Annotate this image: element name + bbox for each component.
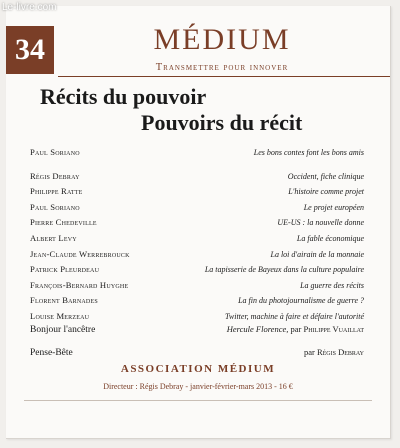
toc-article: UE-US : la nouvelle donne (277, 218, 364, 228)
magazine-tagline: Transmettre pour innover (155, 62, 289, 73)
toc-article: Twitter, machine à faire et défaire l'autorité (225, 311, 364, 321)
issue-title-line-2: Pouvoirs du récit (141, 110, 303, 135)
toc-article: L'histoire comme projet (288, 187, 364, 197)
toc-author: Albert Levy (30, 232, 77, 243)
association-name: ASSOCIATION MÉDIUM (120, 363, 276, 375)
toc-row (30, 186, 364, 202)
pense-bete-by: par (303, 347, 315, 357)
bonjour-by: par (290, 324, 302, 334)
pense-bete-author: Régis Debray (316, 347, 364, 357)
toc-row (30, 147, 364, 163)
director-line: Directeur : Régis Debray - janvier-février-mars 2013 - 16 € (103, 382, 293, 391)
toc-author: Paul Soriano (30, 201, 80, 212)
issue-title-line-1: Récits du pouvoir (40, 84, 207, 109)
toc-row (30, 249, 364, 265)
toc-author: Louise Merzeau (30, 310, 90, 321)
toc-author: Patrick Pleurdeau (30, 264, 100, 275)
toc-article: La guerre des récits (300, 280, 364, 290)
toc-author: Régis Debray (30, 170, 80, 181)
pense-bete-section (30, 347, 364, 358)
toc-author: Jean-Claude Werrebrouck (30, 248, 130, 259)
bonjour-section (30, 324, 364, 335)
toc-author: Paul Soriano (30, 147, 80, 157)
toc-author: François-Bernard Huyghe (30, 279, 129, 290)
pense-bete-credit (304, 347, 364, 357)
toc-article: La fin du photojournalisme de guerre ? (238, 296, 364, 306)
issue-title (40, 84, 302, 136)
bonjour-author: Philippe Vuaillat (303, 324, 364, 334)
magazine-cover (6, 6, 391, 439)
toc-row (30, 233, 364, 249)
toc-article: Les bons contes font les bons amis (253, 148, 364, 157)
toc-row (30, 217, 364, 233)
table-of-contents (30, 147, 364, 327)
bonjour-credit (227, 324, 364, 334)
toc-article: La fable économique (296, 233, 364, 243)
watermark-logo: Le-livre.com (2, 2, 57, 13)
masthead-divider (58, 76, 390, 77)
toc-row (30, 264, 364, 280)
masthead (72, 24, 372, 73)
bonjour-article: Hercule Florence, (226, 324, 289, 334)
toc-article: Le projet européen (303, 202, 364, 212)
magazine-name: MÉDIUM (153, 23, 291, 56)
issue-number-badge: 34 (6, 26, 54, 74)
toc-row (30, 280, 364, 296)
toc-row (30, 295, 364, 311)
toc-author: Philippe Ratte (30, 186, 83, 197)
toc-row (30, 202, 364, 218)
footer-divider (24, 400, 372, 401)
toc-article: Occident, fiche clinique (287, 171, 364, 181)
pense-bete-label: Pense-Bête (30, 348, 73, 358)
toc-row (30, 171, 364, 187)
toc-author: Pierre Chedeville (30, 217, 97, 228)
toc-article: La loi d'airain de la monnaie (270, 249, 364, 259)
bonjour-label: Bonjour l'ancêtre (30, 325, 96, 335)
toc-author: Florent Barnades (30, 295, 98, 306)
toc-article: La tapisserie de Bayeux dans la culture populaire (204, 265, 364, 275)
